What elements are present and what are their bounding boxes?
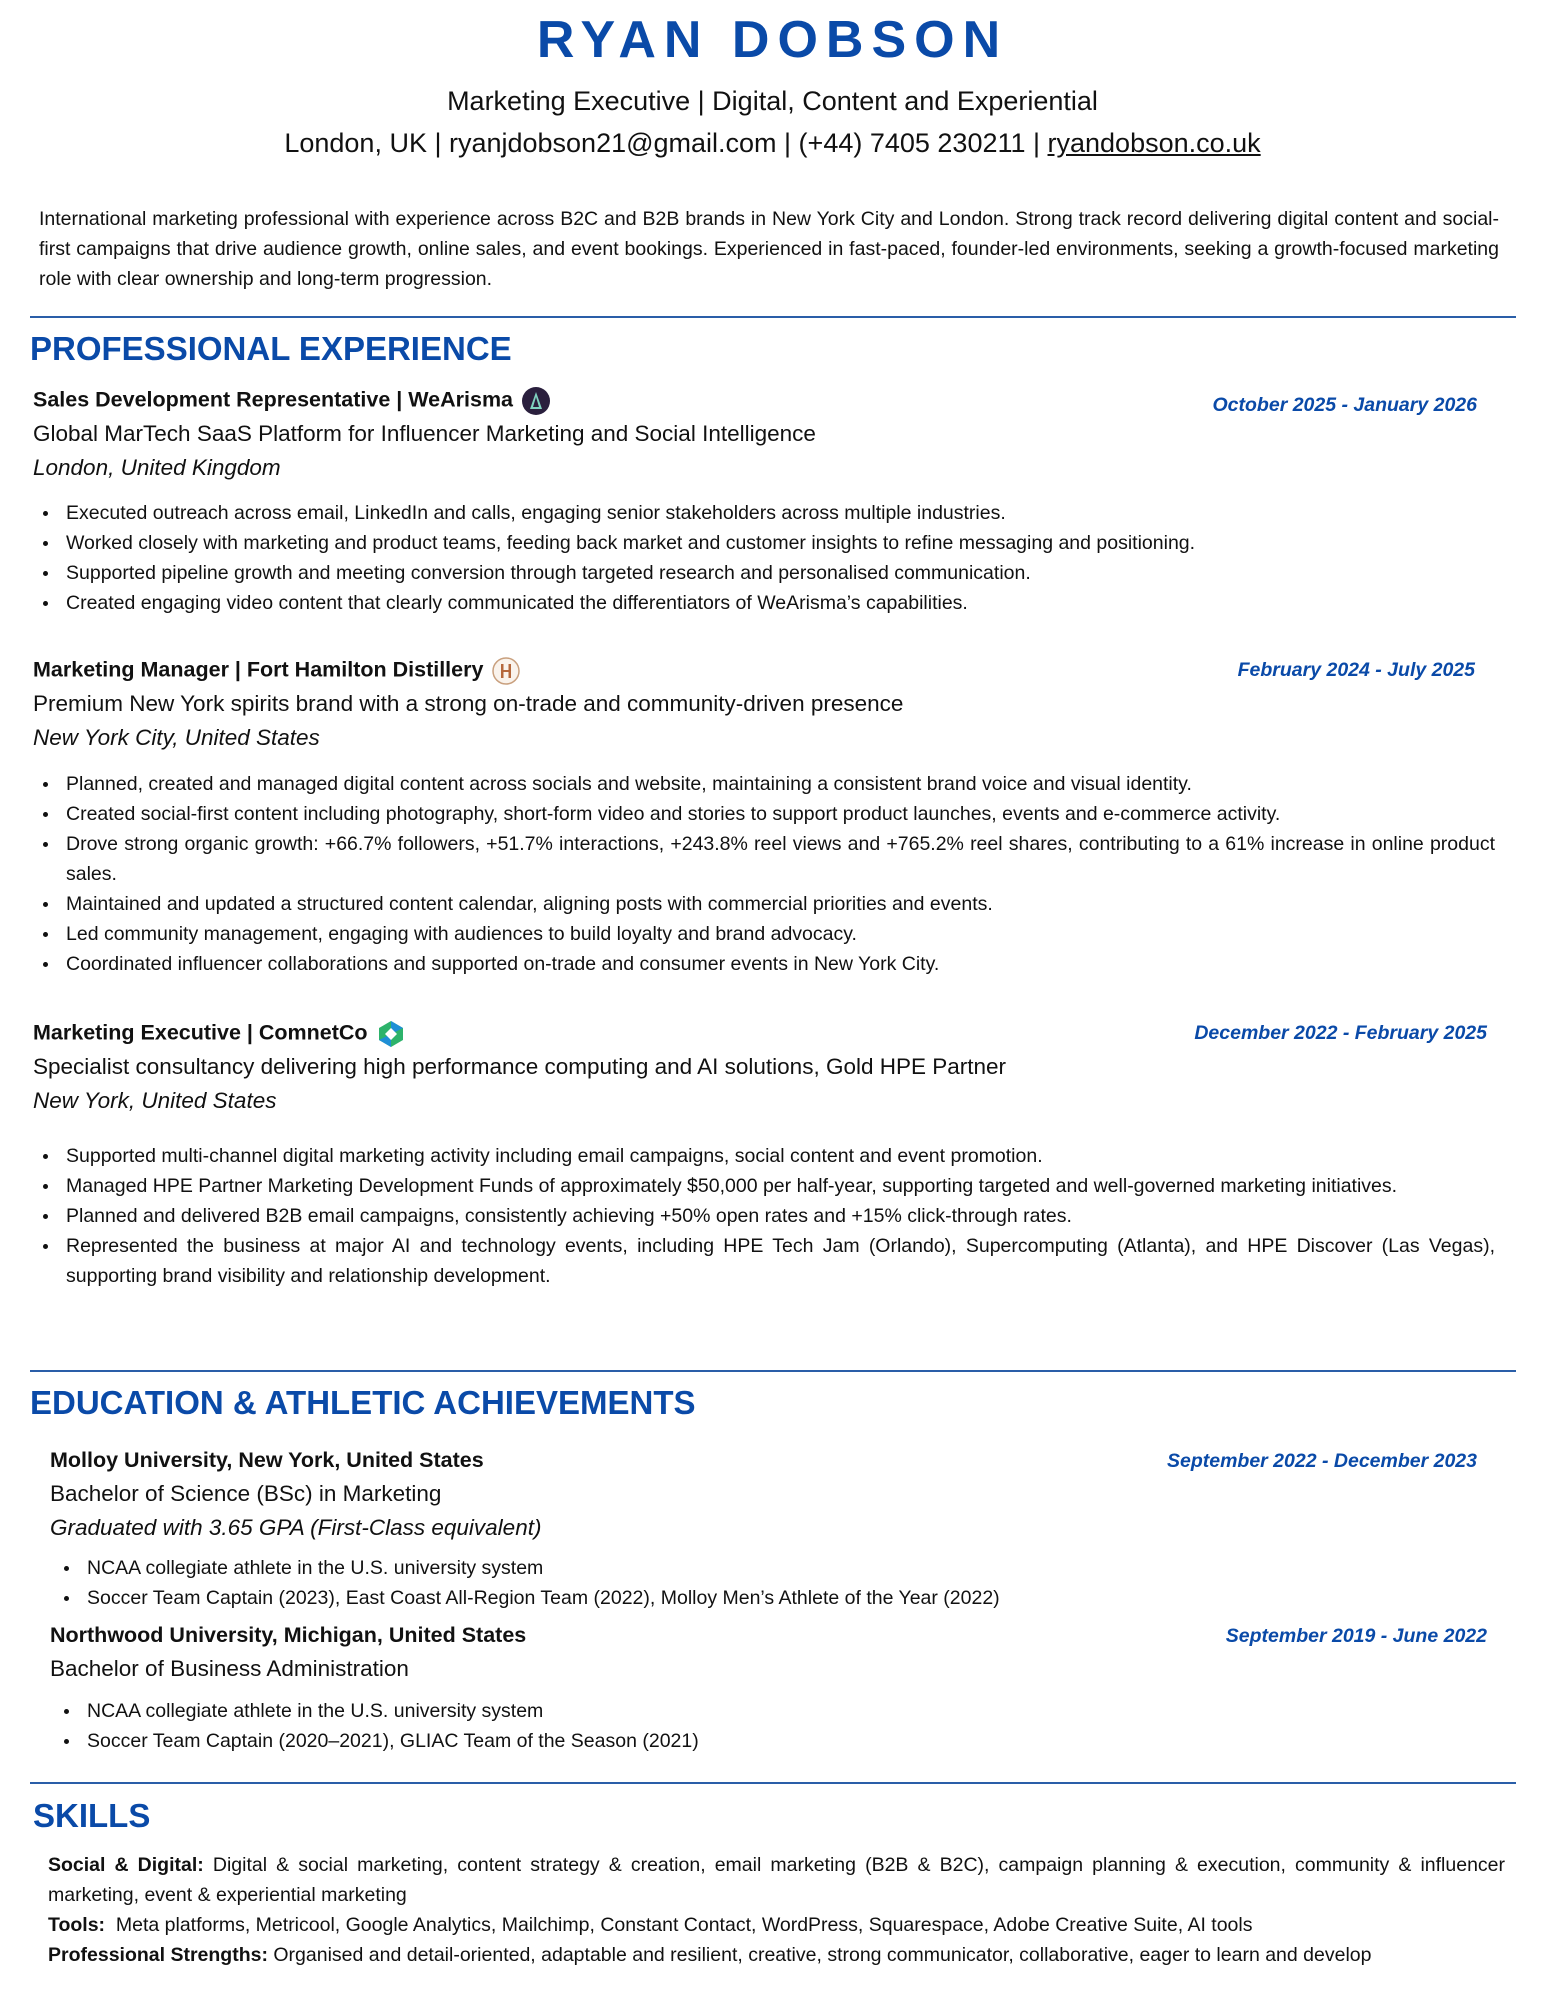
list-item: Led community management, engaging with audiences to build loyalty and brand advocacy. [33, 919, 1495, 949]
company-description: Global MarTech SaaS Platform for Influencer Marketing and Social Intelligence [33, 421, 816, 446]
school-bullets [54, 1696, 1494, 1756]
skills-row [48, 1910, 1505, 1940]
job-title-wearisma [33, 386, 551, 416]
list-item: Represented the business at major AI and technology events, including HPE Tech Jam (Orlando), Supercomputing (Atlanta), and HPE Discover (Las Vegas), supporting brand visibility and relationship development. [33, 1231, 1495, 1291]
job-location: New York City, United States [33, 725, 320, 750]
list-item: Created social-first content including photography, short-form video and stories to support product launches, events and e-commerce activity. [33, 799, 1495, 829]
candidate-name: RYAN DOBSON [536, 11, 1009, 69]
list-item: Drove strong organic growth: +66.7% followers, +51.7% interactions, +243.8% reel views and +765.2% reel shares, contributing to a 61% increase in online product sales. [33, 829, 1495, 889]
skills-list [48, 1850, 1505, 1970]
list-item: Planned, created and managed digital content across socials and website, maintaining a consistent brand voice and visual identity. [33, 769, 1495, 799]
skills-row [48, 1940, 1505, 1970]
list-item: Created engaging video content that clearly communicated the differentiators of WeArisma’s capabilities. [33, 588, 1495, 618]
skills-heading: SKILLS [33, 1797, 151, 1834]
skills-text: Digital & social marketing, content strategy & creation, email marketing (B2B & B2C), campaign planning & execution, community & influencer marketing, event & experiential marketing [48, 1854, 1506, 1906]
profile-summary: International marketing professional with experience across B2C and B2B brands in New York City and London. Strong track record delivering digital content and social-first campaigns that drive audience growth, online sales, and event bookings. Experienced in fast-paced, founder-led environments, seeking a growth-focused marketing role with clear ownership and long-term progression. [39, 208, 1499, 290]
job-bullets [33, 1141, 1495, 1291]
contact-line [0, 128, 1545, 159]
skills-text: Organised and detail-oriented, adaptable and resilient, creative, strong communicator, collaborative, eager to learn and develop [273, 1944, 1372, 1966]
skills-text: Meta platforms, Metricool, Google Analytics, Mailchimp, Constant Contact, WordPress, Squarespace, Adobe Creative Suite, AI tools [115, 1914, 1253, 1936]
education-heading: EDUCATION & ATHLETIC ACHIEVEMENTS [30, 1384, 696, 1421]
section-divider [30, 316, 1516, 318]
school-dates: September 2019 - June 2022 [1225, 1625, 1487, 1647]
company-description: Premium New York spirits brand with a strong on-trade and community-driven presence [33, 691, 904, 716]
job-location: New York, United States [33, 1088, 277, 1113]
job-title-text: Marketing Executive | ComnetCo [33, 1020, 368, 1045]
contact-details: London, UK | ryanjdobson21@gmail.com | (+44) 7405 230211 | [284, 128, 1048, 158]
list-item: Supported pipeline growth and meeting conversion through targeted research and personalised communication. [33, 558, 1495, 588]
list-item: Planned and delivered B2B email campaigns, consistently achieving +50% open rates and +15% click-through rates. [33, 1201, 1495, 1231]
list-item: Soccer Team Captain (2023), East Coast All-Region Team (2022), Molloy Men’s Athlete of the Year (2022) [54, 1583, 1494, 1613]
job-title-comnetco [33, 1019, 406, 1049]
school-name: Northwood University, Michigan, United States [50, 1623, 527, 1647]
skills-label: Social & Digital: [48, 1854, 204, 1876]
degree: Bachelor of Business Administration [50, 1656, 409, 1681]
job-dates: February 2024 - July 2025 [1237, 659, 1475, 681]
skills-label: Professional Strengths: [48, 1944, 268, 1966]
experience-heading: PROFESSIONAL EXPERIENCE [30, 330, 512, 367]
degree-note: Graduated with 3.65 GPA (First-Class equivalent) [50, 1515, 542, 1540]
headline: Marketing Executive | Digital, Content and Experiential [447, 86, 1098, 116]
website-link[interactable]: ryandobson.co.uk [1047, 128, 1261, 158]
list-item: NCAA collegiate athlete in the U.S. university system [54, 1553, 1494, 1583]
job-bullets [33, 769, 1495, 979]
list-item: Managed HPE Partner Marketing Development Funds of approximately $50,000 per half-year, supporting targeted and well-governed marketing initiatives. [33, 1171, 1495, 1201]
job-title-text: Sales Development Representative | WeArisma [33, 387, 514, 412]
list-item: NCAA collegiate athlete in the U.S. university system [54, 1696, 1494, 1726]
school-dates: September 2022 - December 2023 [1166, 1450, 1477, 1472]
job-dates: December 2022 - February 2025 [1194, 1022, 1487, 1044]
school-bullets [54, 1553, 1494, 1613]
job-bullets [33, 498, 1495, 618]
comnetco-logo-icon [376, 1019, 406, 1049]
list-item: Soccer Team Captain (2020–2021), GLIAC Team of the Season (2021) [54, 1726, 1494, 1756]
skills-label: Tools: [48, 1914, 106, 1936]
job-location: London, United Kingdom [33, 455, 281, 480]
list-item: Executed outreach across email, LinkedIn and calls, engaging senior stakeholders across multiple industries. [33, 498, 1495, 528]
job-title-fort-hamilton [33, 656, 521, 686]
school-name: Molloy University, New York, United States [50, 1448, 484, 1472]
job-title-text: Marketing Manager | Fort Hamilton Distillery [33, 657, 484, 682]
section-divider [30, 1370, 1516, 1372]
list-item: Worked closely with marketing and product teams, feeding back market and customer insights to refine messaging and positioning. [33, 528, 1495, 558]
list-item: Coordinated influencer collaborations and supported on-trade and consumer events in New York City. [33, 949, 1495, 979]
section-divider [30, 1782, 1516, 1784]
fort-hamilton-logo-icon [491, 656, 521, 686]
list-item: Supported multi-channel digital marketing activity including email campaigns, social content and event promotion. [33, 1141, 1495, 1171]
job-dates: October 2025 - January 2026 [1212, 394, 1477, 416]
wearisma-logo-icon [521, 386, 551, 416]
degree: Bachelor of Science (BSc) in Marketing [50, 1481, 442, 1506]
company-description: Specialist consultancy delivering high performance computing and AI solutions, Gold HPE Partner [33, 1054, 1007, 1079]
list-item: Maintained and updated a structured content calendar, aligning posts with commercial priorities and events. [33, 889, 1495, 919]
skills-row [48, 1850, 1505, 1910]
